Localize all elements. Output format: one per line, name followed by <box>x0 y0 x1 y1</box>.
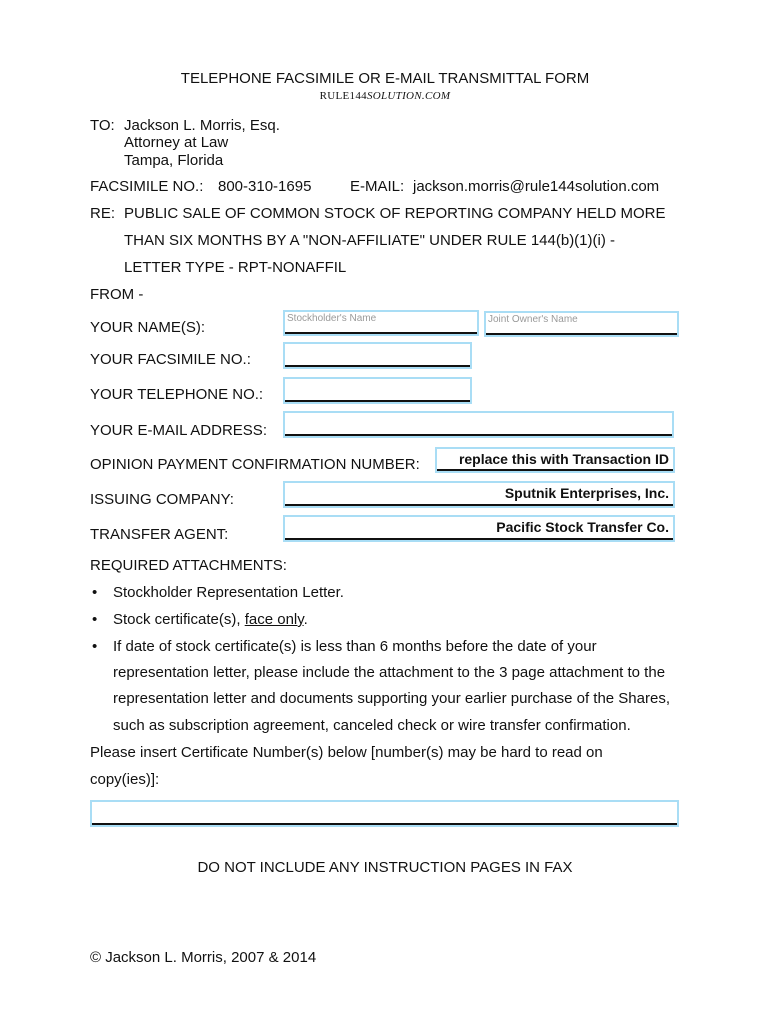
issuer-input[interactable] <box>283 481 675 508</box>
fax-value: 800-310-1695 <box>218 178 312 195</box>
agent-input[interactable] <box>283 515 675 542</box>
bullet-1: • <box>92 584 98 601</box>
attachment-item-3-line-4: such as subscription agreement, canceled check or wire transfer confirmation. <box>113 717 631 734</box>
your-fax-label: YOUR FACSIMILE NO.: <box>90 351 251 368</box>
copyright-footer: © Jackson L. Morris, 2007 & 2014 <box>90 949 317 966</box>
joint-owner-name-input[interactable] <box>484 311 679 337</box>
to-city: Tampa, Florida <box>124 152 224 169</box>
joint-owner-name-placeholder: Joint Owner's Name <box>488 314 578 325</box>
names-label: YOUR NAME(S): <box>90 319 206 336</box>
re-line-2: THAN SIX MONTHS BY A "NON-AFFILIATE" UNDER RULE 144(b)(1)(i) - <box>124 232 616 249</box>
attachment-item-2 <box>113 611 308 629</box>
to-title: Attorney at Law <box>124 134 229 151</box>
opinion-number-input[interactable] <box>435 447 675 473</box>
form-title: TELEPHONE FACSIMILE OR E-MAIL TRANSMITTAL FORM <box>180 70 590 87</box>
issuer-value: Sputnik Enterprises, Inc. <box>504 485 669 501</box>
stockholder-name-input[interactable] <box>283 310 479 336</box>
certificate-numbers-input[interactable] <box>90 800 679 827</box>
bullet-3: • <box>92 638 98 655</box>
your-fax-input[interactable] <box>283 342 472 369</box>
email-value: jackson.morris@rule144solution.com <box>413 178 660 195</box>
attachments-heading: REQUIRED ATTACHMENTS: <box>90 557 287 574</box>
attachment-item-2-underlined: face only <box>244 611 304 628</box>
attachment-item-2-prefix: Stock certificate(s), <box>113 611 245 628</box>
email-label: E-MAIL: <box>350 178 405 195</box>
site-suffix: SOLUTION.COM <box>366 90 451 102</box>
bullet-2: • <box>92 611 98 628</box>
your-email-label: YOUR E-MAIL ADDRESS: <box>90 422 267 439</box>
certificate-instructions-line-1: Please insert Certificate Number(s) below [number(s) may be hard to read on <box>90 744 603 761</box>
attachment-item-2-suffix: . <box>303 611 308 628</box>
opinion-label: OPINION PAYMENT CONFIRMATION NUMBER: <box>90 456 420 473</box>
fax-label: FACSIMILE NO.: <box>90 178 204 195</box>
attachment-item-3-line-2: representation letter, please include the attachment to the 3 page attachment to the <box>113 664 666 681</box>
certificate-instructions-line-2: copy(ies)]: <box>90 771 160 788</box>
your-phone-label: YOUR TELEPHONE NO.: <box>90 386 264 403</box>
stockholder-name-placeholder: Stockholder's Name <box>287 313 377 324</box>
issuer-label: ISSUING COMPANY: <box>90 491 234 508</box>
agent-value: Pacific Stock Transfer Co. <box>496 519 669 535</box>
to-label: TO: <box>90 117 115 134</box>
attachment-item-3-line-1: If date of stock certificate(s) is less than 6 months before the date of your <box>113 638 597 655</box>
from-label: FROM - <box>90 286 144 303</box>
to-name: Jackson L. Morris, Esq. <box>124 117 280 134</box>
attachment-item-3-line-3: representation letter and documents supporting your earlier purchase of the Shares, <box>113 690 670 707</box>
re-line-3: LETTER TYPE - RPT-NONAFFIL <box>124 259 347 276</box>
re-label: RE: <box>90 205 116 222</box>
re-line-1: PUBLIC SALE OF COMMON STOCK OF REPORTING COMPANY HELD MORE <box>124 205 666 222</box>
agent-label: TRANSFER AGENT: <box>90 526 229 543</box>
attachment-item-1: Stockholder Representation Letter. <box>113 584 344 601</box>
your-phone-input[interactable] <box>283 377 472 404</box>
fax-notice: DO NOT INCLUDE ANY INSTRUCTION PAGES IN FAX <box>197 859 573 876</box>
opinion-number-value: replace this with Transaction ID <box>458 451 669 467</box>
your-email-input[interactable] <box>283 411 674 438</box>
site-name <box>0 90 770 102</box>
site-prefix: RULE144 <box>319 90 367 102</box>
